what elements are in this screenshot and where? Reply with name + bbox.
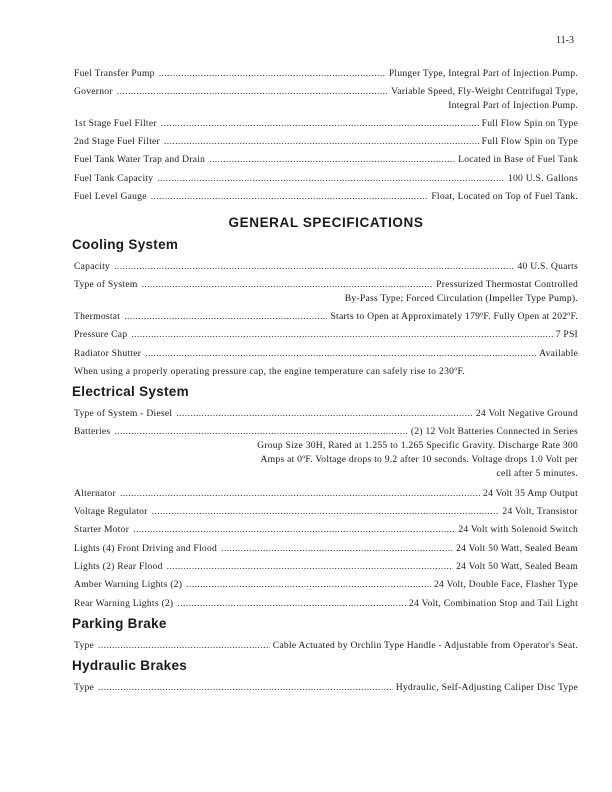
spec-label: Capacity [74, 261, 111, 273]
spec-value: Plunger Type, Integral Part of Injection Pump. [388, 68, 578, 79]
spec-value: 24 Volt, Combination Stop and Tail Light [409, 597, 578, 609]
spec-value: 40 U.S. Quarts [517, 261, 578, 273]
page-number: 11-3 [556, 35, 574, 46]
dot-leader [186, 579, 431, 591]
spec-value: 24 Volt 50 Watt, Sealed Beam [456, 560, 578, 572]
dot-leader [114, 426, 408, 438]
spec-row-radiator-shutter [74, 348, 578, 360]
spec-label: 2nd Stage Fuel Filter [74, 136, 160, 148]
spec-value: (2) 12 Volt Batteries Connected in Series [410, 426, 578, 438]
spec-row-thermostat [74, 311, 578, 323]
spec-value: Float, Located on Top of Fuel Tank. [431, 191, 578, 203]
dot-leader [145, 348, 536, 360]
dot-leader [98, 640, 270, 652]
spec-value: 24 Volt 35 Amp Output [483, 487, 578, 499]
section-heading: Hydraulic Brakes [72, 658, 188, 674]
spec-row-rear-warning-lights [74, 598, 578, 610]
spec-row-voltage-regulator [74, 506, 578, 518]
spec-row-type-of-system-diesel [74, 408, 578, 420]
dot-leader [114, 261, 514, 273]
dot-leader [117, 86, 388, 98]
spec-row-front-lights [74, 543, 578, 555]
spec-value: Available [539, 347, 578, 359]
spec-row-fuel-tank-water-trap [74, 154, 578, 166]
spec-row-batteries [74, 426, 578, 438]
spec-label: Radiator Shutter [74, 347, 142, 359]
spec-row-governor [74, 86, 578, 98]
dot-leader [157, 173, 505, 185]
spec-label: Batteries [74, 426, 111, 438]
dot-leader [133, 524, 455, 536]
parking-brake-section [74, 616, 578, 652]
spec-continuation: cell after 5 minutes. [496, 468, 578, 480]
spec-content [74, 68, 578, 700]
spec-row-type-of-system [74, 279, 578, 291]
spec-row-2nd-stage-fuel-filter [74, 136, 578, 148]
spec-value: 24 Volt Negative Ground [475, 407, 578, 419]
spec-value: 24 Volt 50 Watt, Sealed Beam [456, 542, 578, 554]
dot-leader [209, 154, 455, 166]
dot-leader [98, 682, 393, 694]
spec-row-fuel-level-gauge [74, 191, 578, 203]
cooling-note: When using a properly operating pressure cap, the engine temperature can safely rise to 230ºF. [74, 365, 466, 377]
spec-label: Fuel Tank Capacity [74, 172, 154, 184]
spec-value: 24 Volt, Transistor [502, 506, 578, 518]
spec-value: 100 U.S. Gallons [507, 172, 578, 184]
dot-leader [151, 191, 429, 203]
spec-value: 7 PSI [555, 329, 578, 341]
section-heading: Cooling System [72, 237, 179, 253]
spec-label: Rear Warning Lights (2) [74, 597, 174, 609]
spec-value: 24 Volt with Solenoid Switch [458, 524, 578, 536]
spec-continuation: By-Pass Type; Forced Circulation (Impeller Type Pump). [344, 292, 578, 304]
spec-row-starter-motor [74, 524, 578, 536]
dot-leader [131, 329, 552, 341]
spec-label: Fuel Transfer Pump [74, 68, 155, 79]
spec-value: Pressurized Thermostat Controlled [436, 279, 578, 291]
dot-leader [221, 543, 453, 555]
spec-value: Located in Base of Fuel Tank [458, 154, 578, 166]
spec-value: Full Flow Spin on Type [481, 136, 578, 148]
spec-label: Starter Motor [74, 524, 130, 536]
spec-value: 24 Volt, Double Face, Flasher Type [434, 579, 578, 591]
spec-continuation: Amps at 0ºF. Voltage drops to 9.2 after 10 seconds. Voltage drops 1.0 Volt per [260, 454, 578, 466]
spec-label: Voltage Regulator [74, 506, 148, 518]
fuel-system-section [74, 68, 578, 203]
spec-value: Starts to Open at Approximately 179ºF. Fully Open at 202ºF. [330, 310, 578, 322]
dot-leader [177, 598, 406, 610]
spec-row-amber-warning-lights [74, 579, 578, 591]
spec-label: Amber Warning Lights (2) [74, 579, 183, 591]
spec-label: Thermostat [74, 310, 121, 322]
spec-row-fuel-tank-capacity [74, 173, 578, 185]
electrical-system-section [74, 384, 578, 610]
dot-leader [167, 561, 453, 573]
dot-leader [120, 488, 480, 500]
spec-continuation: Group Size 30H, Rated at 1.255 to 1.265 Specific Gravity. Discharge Rate 300 [257, 440, 578, 452]
spec-row-hydraulic-brake-type [74, 682, 578, 694]
spec-label: Lights (2) Rear Flood [74, 560, 163, 572]
spec-label: Type [74, 682, 95, 694]
spec-label: Pressure Cap [74, 329, 128, 341]
spec-row-1st-stage-fuel-filter [74, 118, 578, 130]
section-heading: Parking Brake [72, 615, 167, 631]
spec-label: Lights (4) Front Driving and Flood [74, 542, 218, 554]
spec-label: 1st Stage Fuel Filter [74, 117, 157, 129]
spec-label: Type [74, 639, 95, 651]
section-heading: Electrical System [72, 383, 189, 399]
spec-label: Type of System [74, 279, 138, 291]
cooling-system-section [74, 237, 578, 378]
dot-leader [159, 68, 386, 80]
spec-row-parking-brake-type [74, 640, 578, 652]
page-title: GENERAL SPECIFICATIONS [228, 215, 424, 231]
hydraulic-brakes-section [74, 658, 578, 694]
dot-leader [176, 408, 473, 420]
spec-value: Variable Speed, Fly-Weight Centrifugal Type, [391, 86, 578, 98]
dot-leader [164, 136, 479, 148]
spec-row-pressure-cap [74, 329, 578, 341]
spec-label: Type of System - Diesel [74, 407, 173, 419]
spec-value: Cable Actuated by Orchlin Type Handle - Adjustable from Operator's Seat. [272, 639, 578, 651]
spec-row-capacity [74, 261, 578, 273]
spec-row-fuel-transfer-pump [74, 68, 578, 80]
spec-continuation-block [74, 439, 578, 481]
spec-row-alternator [74, 488, 578, 500]
dot-leader [161, 118, 479, 130]
spec-label: Fuel Tank Water Trap and Drain [74, 154, 206, 166]
spec-value: Hydraulic, Self-Adjusting Caliper Disc Type [395, 682, 578, 694]
dot-leader [124, 311, 327, 323]
dot-leader [142, 279, 434, 291]
spec-value: Full Flow Spin on Type [481, 117, 578, 129]
spec-label: Alternator [74, 487, 116, 499]
spec-continuation: Integral Part of Injection Pump. [448, 99, 578, 111]
spec-label: Fuel Level Gauge [74, 191, 147, 203]
dot-leader [152, 506, 500, 518]
spec-row-rear-flood-lights [74, 561, 578, 573]
spec-label: Governor [74, 86, 113, 98]
